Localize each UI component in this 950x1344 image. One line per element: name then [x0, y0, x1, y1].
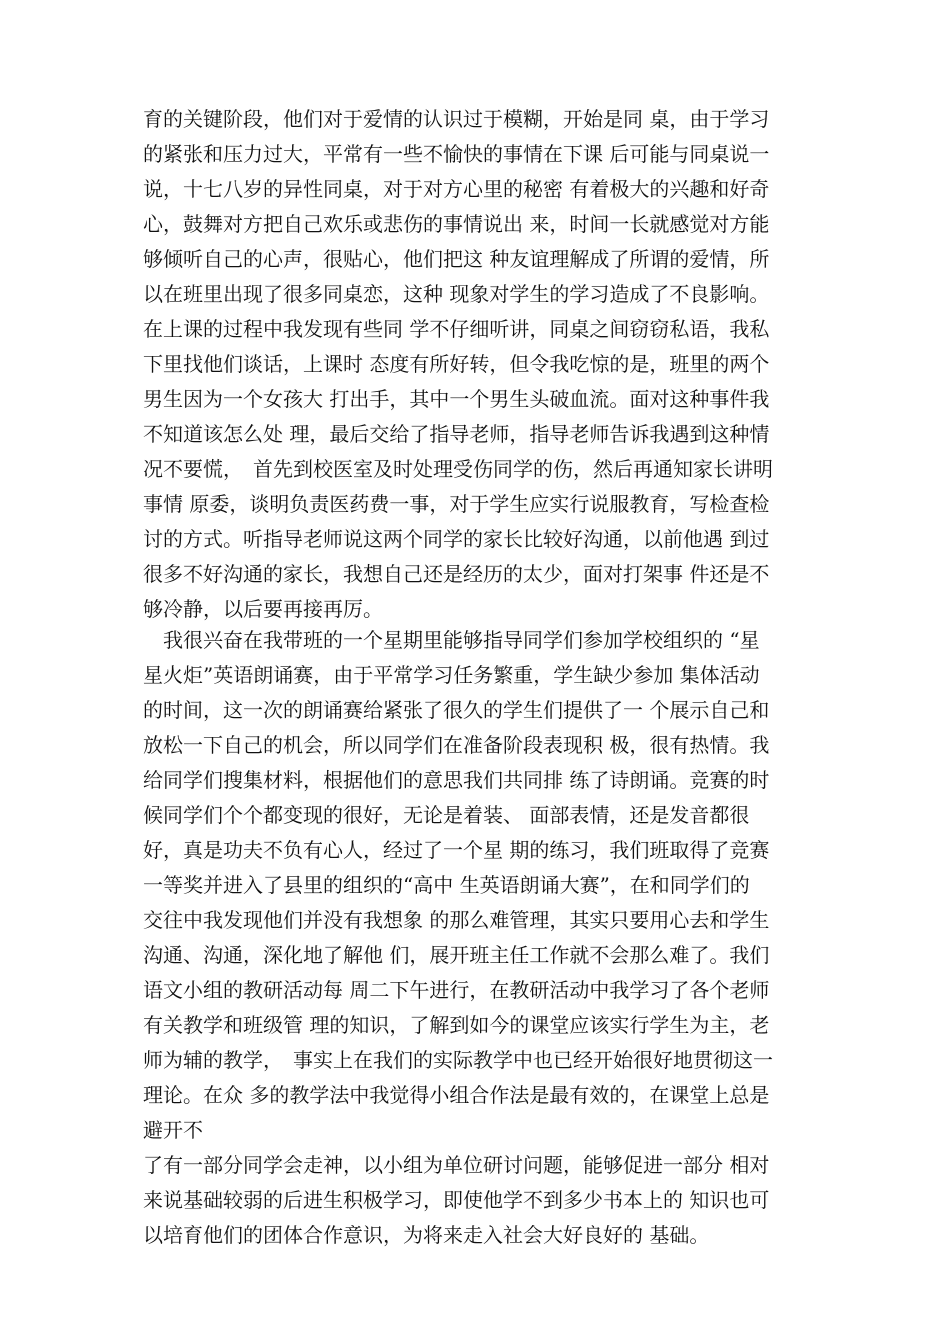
text-line: 我很兴奋在我带班的一个星期里能够指导同学们参加学校组织的 “星 [143, 628, 760, 652]
text-line: 一等奖并进入了县里的组织的“高中 生英语朗诵大赛”，在和同学们的 [143, 873, 750, 897]
paragraph-2 [143, 623, 843, 1253]
text-line: 说，十七八岁的异性同桌，对于对方心里的秘密 有着极大的兴趣和好奇 [143, 177, 770, 201]
text-line: 够倾听自己的心声，很贴心，他们把这 种友谊理解成了所谓的爱情，所 [143, 247, 770, 271]
text-line: 了有一部分同学会走神，以小组为单位研讨问题，能够促进一部分 相对 [143, 1153, 770, 1177]
text-line: 够冷静，以后要再接再厉。 [143, 597, 383, 621]
text-line: 的紧张和压力过大，平常有一些不愉快的事情在下课 后可能与同桌说一 [143, 142, 770, 166]
text-line: 下里找他们谈话，上课时 态度有所好转，但令我吃惊的是，班里的两个 [143, 352, 770, 376]
text-line: 在上课的过程中我发现有些同 学不仔细听讲，同桌之间窃窃私语，我私 [143, 317, 770, 341]
text-line: 事情 原委，谈明负责医药费一事，对于学生应实行说服教育，写检查检 [143, 492, 770, 516]
text-line: 的时间，这一次的朗诵赛给紧张了很久的学生们提供了一 个展示自己和 [143, 698, 770, 722]
text-line: 好，真是功夫不负有心人，经过了一个星 期的练习，我们班取得了竞赛 [143, 838, 770, 862]
text-line: 避开不 [143, 1118, 203, 1142]
text-line: 有关教学和班级管 理的知识，了解到如今的课堂应该实行学生为主，老 [143, 1013, 770, 1037]
text-line: 放松一下自己的机会，所以同学们在准备阶段表现积 极，很有热情。我 [143, 733, 770, 757]
text-line: 来说基础较弱的后进生积极学习，即使他学不到多少书本上的 知识也可 [143, 1188, 770, 1212]
text-line: 男生因为一个女孩大 打出手，其中一个男生头破血流。面对这种事件我 [143, 387, 770, 411]
text-line: 星火炬”英语朗诵赛，由于平常学习任务繁重，学生缺少参加 集体活动 [143, 663, 760, 687]
text-line: 很多不好沟通的家长，我想自己还是经历的太少，面对打架事 件还是不 [143, 562, 770, 586]
text-line: 给同学们搜集材料，根据他们的意思我们共同排 练了诗朗诵。竞赛的时 [143, 768, 770, 792]
text-line: 候同学们个个都变现的很好，无论是着装、 面部表情，还是发音都很 [143, 803, 750, 827]
text-line: 以在班里出现了很多同桌恋，这种 现象对学生的学习造成了不良影响。 [143, 282, 770, 306]
text-line: 不知道该怎么处 理，最后交给了指导老师，指导老师告诉我遇到这种情 [143, 422, 770, 446]
text-line: 沟通、沟通，深化地了解他 们，展开班主任工作就不会那么难了。我们 [143, 943, 770, 967]
paragraph-1 [143, 102, 843, 627]
text-line: 交往中我发现他们并没有我想象 的那么难管理，其实只要用心去和学生 [143, 908, 770, 932]
text-line: 以培育他们的团体合作意识，为将来走入社会大好良好的 基础。 [143, 1223, 710, 1247]
text-line: 讨的方式。听指导老师说这两个同学的家长比较好沟通，以前他遇 到过 [143, 527, 770, 551]
text-line: 语文小组的教研活动每 周二下午进行，在教研活动中我学习了各个老师 [143, 978, 770, 1002]
text-line: 师为辅的教学， 事实上在我们的实际教学中也已经开始很好地贯彻这一 [143, 1048, 773, 1072]
text-line: 心，鼓舞对方把自己欢乐或悲伤的事情说出 来，时间一长就感觉对方能 [143, 212, 770, 236]
text-line: 况不要慌， 首先到校医室及时处理受伤同学的伤，然后再通知家长讲明 [143, 457, 773, 481]
text-line: 理论。在众 多的教学法中我觉得小组合作法是最有效的，在课堂上总是 [143, 1083, 770, 1107]
text-line: 育的关键阶段，他们对于爱情的认识过于模糊，开始是同 桌，由于学习 [143, 107, 770, 131]
